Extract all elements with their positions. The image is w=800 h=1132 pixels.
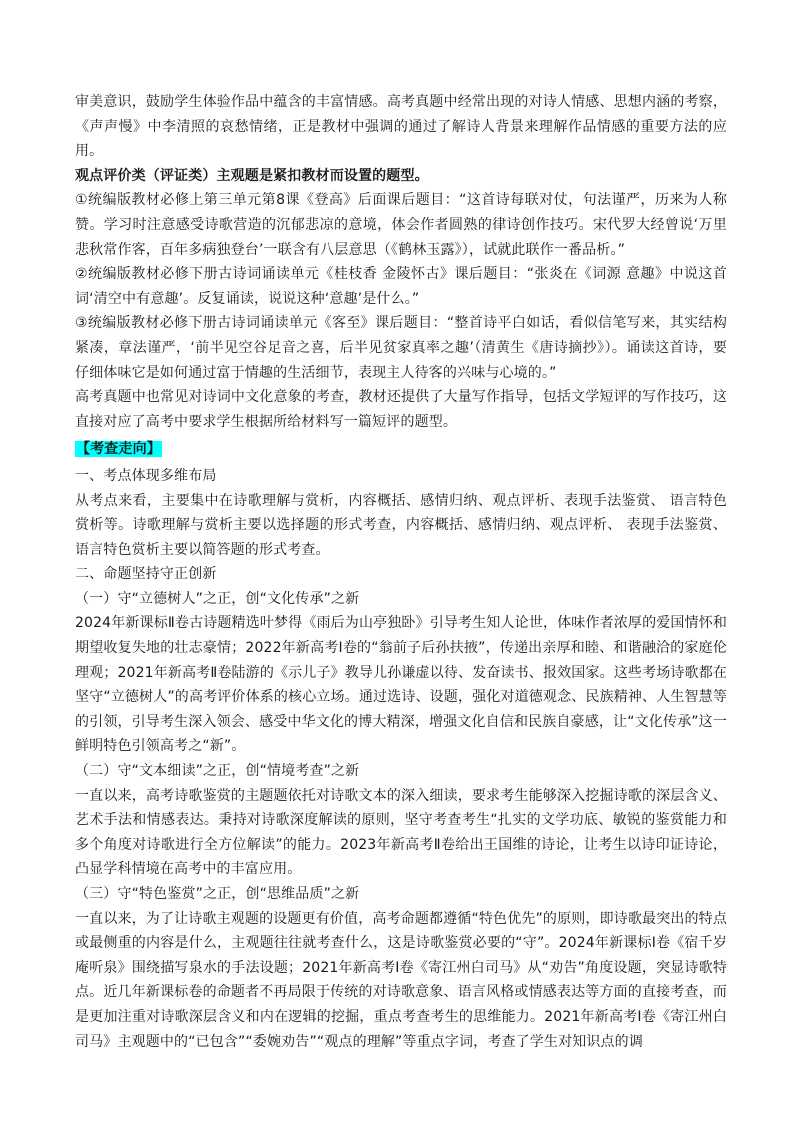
paragraph-item-1: ①统编版教材必修上第三单元第8课《登高》后面课后题目：“这首诗每联对仗，句法谨严，历来为人称赞。学习时注意感受诗歌营造的沉郁悲凉的意境，体会作者圆熟的律诗创作技巧。宋代罗大经曾说‘万里悲秋常作客，百年多病独登台’一联含有八层意思（《鹤林玉露》），试就此联作一番品析。”	[75, 192, 727, 258]
document-body	[75, 90, 727, 1054]
paragraph-aesthetic: 审美意识，鼓励学生体验作品中蕴含的丰富情感。高考真题中经常出现的对诗人情感、思想内涵的考察，《声声慢》中李清照的哀愁情绪，正是教材中强调的通过了解诗人背景来理解作品情感的重要方法的应用。	[75, 94, 727, 160]
paragraph-item-2: ②统编版教材必修下册古诗词诵读单元《桂枝香 金陵怀古》课后题目：“张炎在《词源 意趣》中说这首词‘清空中有意趣’。反复诵读，说说这种‘意趣’是什么。”	[75, 266, 727, 307]
subsection3-title: （三）守“特色鉴赏”之正，创“思维品质”之新	[75, 886, 360, 902]
section1-body: 从考点来看，主要集中在诗歌理解与赏析，内容概括、感情归纳、观点评析、表现手法鉴赏、 语言特色赏析等。诗歌理解与赏析主要以选择题的形式考查，内容概括、感情归纳、观点评析、 表现手法鉴赏、语言特色赏析主要以简答题的形式考查。	[75, 492, 727, 558]
subsection1-title: （一）守“立德树人”之正，创“文化传承”之新	[75, 590, 360, 607]
section-heading-row	[75, 437, 727, 462]
paragraph-culture: 高考真题中也常见对诗词中文化意象的考查，教材还提供了大量写作指导，包括文学短评的写作技巧，这直接对应了高考中要求学生根据所给材料写一篇短评的题型。	[75, 389, 727, 430]
paragraph-viewpoint-heading: 观点评价类（评证类）主观题是紧扣教材而设置的题型。	[75, 167, 429, 184]
subsection2-title: （二）守“文本细读”之正，创“情境考查”之新	[75, 763, 360, 780]
section2-title: 二、命题坚持守正创新	[75, 566, 217, 583]
subsection2-body: 一直以来，高考诗歌鉴赏的主题题依托对诗歌文本的深入细读，要求考生能够深入挖掘诗歌的深层含义、艺术手法和情感表达。秉持对诗歌深度解读的原则，坚守考查考生“扎实的文学功底、敏锐的鉴赏能力和多个角度对诗歌进行全方位解读”的能力。2023年新高考Ⅱ卷给出王国维的诗论，让考生以诗印证诗论，凸显学科情境在高考中的丰富应用。	[75, 787, 727, 878]
paragraph-item-3: ③统编版教材必修下册古诗词诵读单元《客至》课后题目：“整首诗平白如话，看似信笔写来，其实结构紧凑，章法谨严，‘前半见空谷足音之喜，后半见贫家真率之趣’（清黄生《唐诗摘抄》）。诵读这首诗，要仔细体味它是如何通过富于情趣的生活细节，表现主人待客的兴味与心境的。”	[75, 315, 727, 381]
subsection3-body: 一直以来，为了让诗歌主观题的设题更有价值，高考命题都遵循“特色优先”的原则，即诗歌最突出的特点或最侧重的内容是什么，主观题往往就考查什么，这是诗歌鉴赏必要的“守”。2024年新课标Ⅰ卷《宿千岁庵听泉》围绕描写泉水的手法设题；2021年新高考Ⅰ卷《寄江州白司马》从“劝告”角度设题，突显诗歌特点。近几年新课标卷的命题者不再局限于传统的对诗歌意象、语言风格或情感表达等方面的直接考查，而是更加注重对诗歌深层含义和内在逻辑的挖掘，重点考查考生的思维能力。2021年新高考Ⅰ卷《寄江州白司马》主观题中的“已包含”“委婉劝告”“观点的理解”等重点字词，考查了学生对知识点的调	[75, 910, 727, 1050]
subsection1-body: 2024年新课标Ⅱ卷古诗题精选叶梦得《雨后为山亭独卧》引导考生知人论世，体味作者浓厚的爱国情怀和期望收复失地的壮志豪情；2022年新高考Ⅰ卷的“翁前子后孙扶掖”，传递出亲厚和睦、和谐融洽的家庭伦理观；2021年新高考Ⅱ卷陆游的《示儿子》教导儿孙谦虚以待、发奋读书、报效国家。这些考场诗歌都在坚守“立德树人”的高考评价体系的核心立场。通过选诗、设题，强化对道德观念、民族精神、人生智慧等的引领，引导考生深入领会、感受中华文化的博大精深，增强文化自信和民族自豪感，让“文化传承”这一鲜明特色引领高考之“新”。	[75, 615, 727, 755]
section-heading: 【考查走向】	[76, 441, 161, 458]
section1-title: 一、考点体现多维布局	[75, 467, 217, 484]
